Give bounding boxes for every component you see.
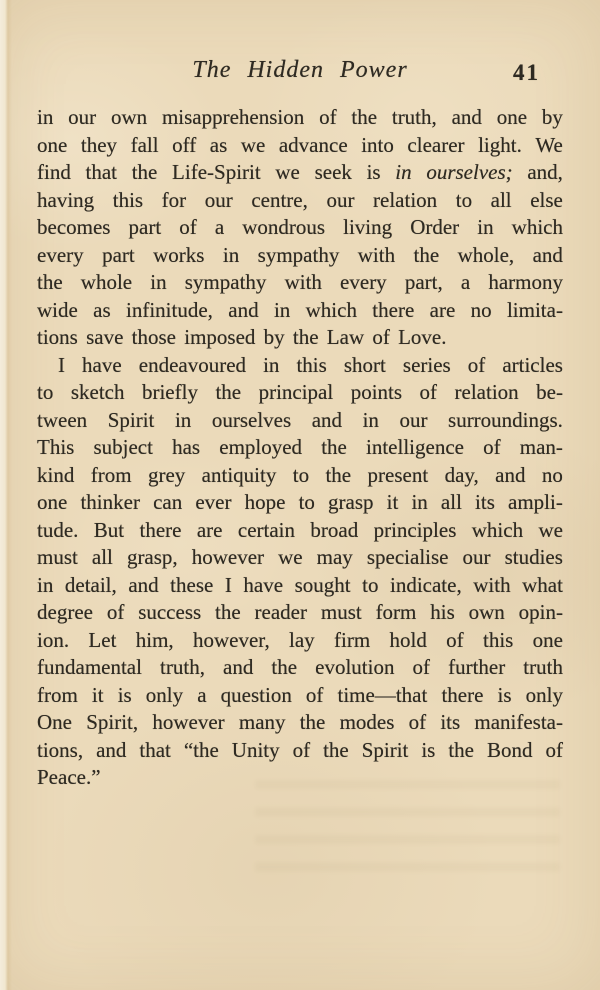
text-line: the whole in sympathy with every part, a harmony (37, 270, 563, 294)
text-line: tions save those imposed by the Law of Love. (37, 325, 447, 349)
page-left-edge (0, 0, 12, 990)
text-line: every part works in sympathy with the whole, and (37, 242, 563, 267)
text-line: from it is only a question of time—that there is only (37, 682, 563, 707)
text-line: in our own misapprehension of the truth, and one by (37, 105, 563, 129)
text-line: must all grasp, however we may specialise our studies (37, 545, 563, 569)
text-line: in detail, and these I have sought to indicate, with what (37, 572, 563, 597)
text-line: kind from grey antiquity to the present day, and no (37, 462, 563, 487)
text-line: becomes part of a wondrous living Order in which (37, 215, 563, 239)
text-line: ion. Let him, however, lay firm hold of this one (37, 627, 563, 652)
text-line: having this for our centre, our relation to all else (37, 187, 563, 212)
text-line: one they fall off as we advance into clearer light. We (37, 132, 563, 157)
text-line: I have endeavoured in this short series of articles (58, 352, 563, 377)
text-line: wide as infinitude, and in which there are no limita- (37, 297, 563, 322)
text-line: This subject has employed the intelligence of man- (37, 435, 563, 459)
show-through-ghost (255, 780, 560, 885)
body-text (37, 104, 563, 792)
page-number: 41 (513, 60, 540, 85)
text-line: tween Spirit in ourselves and in our surroundings. (37, 407, 563, 432)
text-line: to sketch briefly the principal points of relation be- (37, 380, 563, 404)
text-line: degree of success the reader must form his own opin- (37, 600, 563, 624)
text-line: One Spirit, however many the modes of its manifesta- (37, 710, 563, 734)
running-header (37, 57, 563, 84)
text-line: tions, and that “the Unity of the Spirit is the Bond of (37, 737, 563, 762)
text-line: find that the Life-Spirit we seek is in ourselves; and, (37, 160, 563, 184)
text-line: tude. But there are certain broad principles which we (37, 517, 563, 542)
text-line: fundamental truth, and the evolution of further truth (37, 655, 563, 679)
text-line: one thinker can ever hope to grasp it in all its ampli- (37, 490, 563, 514)
header-title: The Hidden Power (192, 57, 408, 83)
text-line: Peace.” (37, 765, 101, 789)
